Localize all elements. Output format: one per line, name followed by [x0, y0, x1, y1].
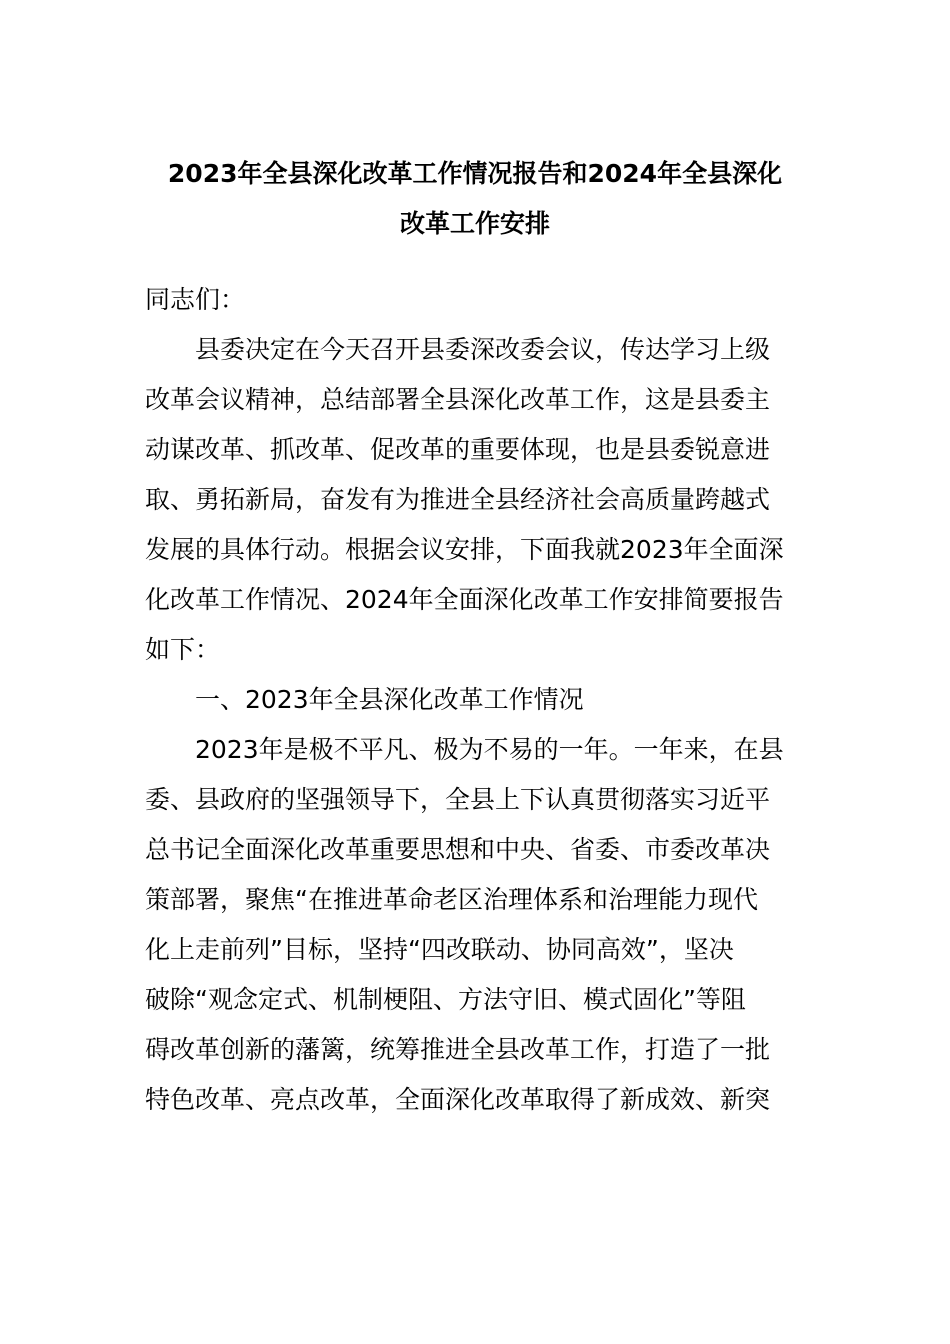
document-title-line-1: 2023年全县深化改革工作情况报告和2024年全县深化 [167, 159, 783, 188]
paragraph-line: 如下： [145, 635, 221, 664]
document-title-line-2: 改革工作安排 [399, 209, 550, 238]
paragraph-line: 化上走前列”目标，坚持“四改联动、协同高效”，坚决 [145, 935, 734, 964]
paragraph-line: 取、勇拓新局，奋发有为推进全县经济社会高质量跨越式 [145, 485, 771, 514]
paragraph-line: 破除“观念定式、机制梗阻、方法守旧、模式固化”等阻 [145, 985, 746, 1014]
paragraph-line: 发展的具体行动。根据会议安排，下面我就2023年全面深 [145, 535, 784, 564]
paragraph-line: 改革会议精神，总结部署全县深化改革工作，这是县委主 [145, 385, 771, 414]
paragraph-line: 2023年是极不平凡、极为不易的一年。一年来，在县 [195, 735, 784, 764]
paragraph-line: 县委决定在今天召开县委深改委会议，传达学习上级 [195, 335, 771, 364]
paragraph-line: 委、县政府的坚强领导下，全县上下认真贯彻落实习近平 [145, 785, 771, 814]
salutation: 同志们： [145, 285, 246, 314]
paragraph-line: 特色改革、亮点改革，全面深化改革取得了新成效、新突 [145, 1085, 771, 1114]
paragraph-line: 策部署，聚焦“在推进革命老区治理体系和治理能力现代 [145, 885, 758, 914]
paragraph-line: 总书记全面深化改革重要思想和中央、省委、市委改革决 [145, 835, 771, 864]
paragraph-line: 动谋改革、抓改革、促改革的重要体现，也是县委锐意进 [145, 435, 771, 464]
section-heading: 一、2023年全县深化改革工作情况 [195, 685, 584, 714]
paragraph-line: 化改革工作情况、2024年全面深化改革工作安排简要报告 [145, 585, 784, 614]
paragraph-line: 碍改革创新的藩篱，统筹推进全县改革工作，打造了一批 [145, 1035, 771, 1064]
